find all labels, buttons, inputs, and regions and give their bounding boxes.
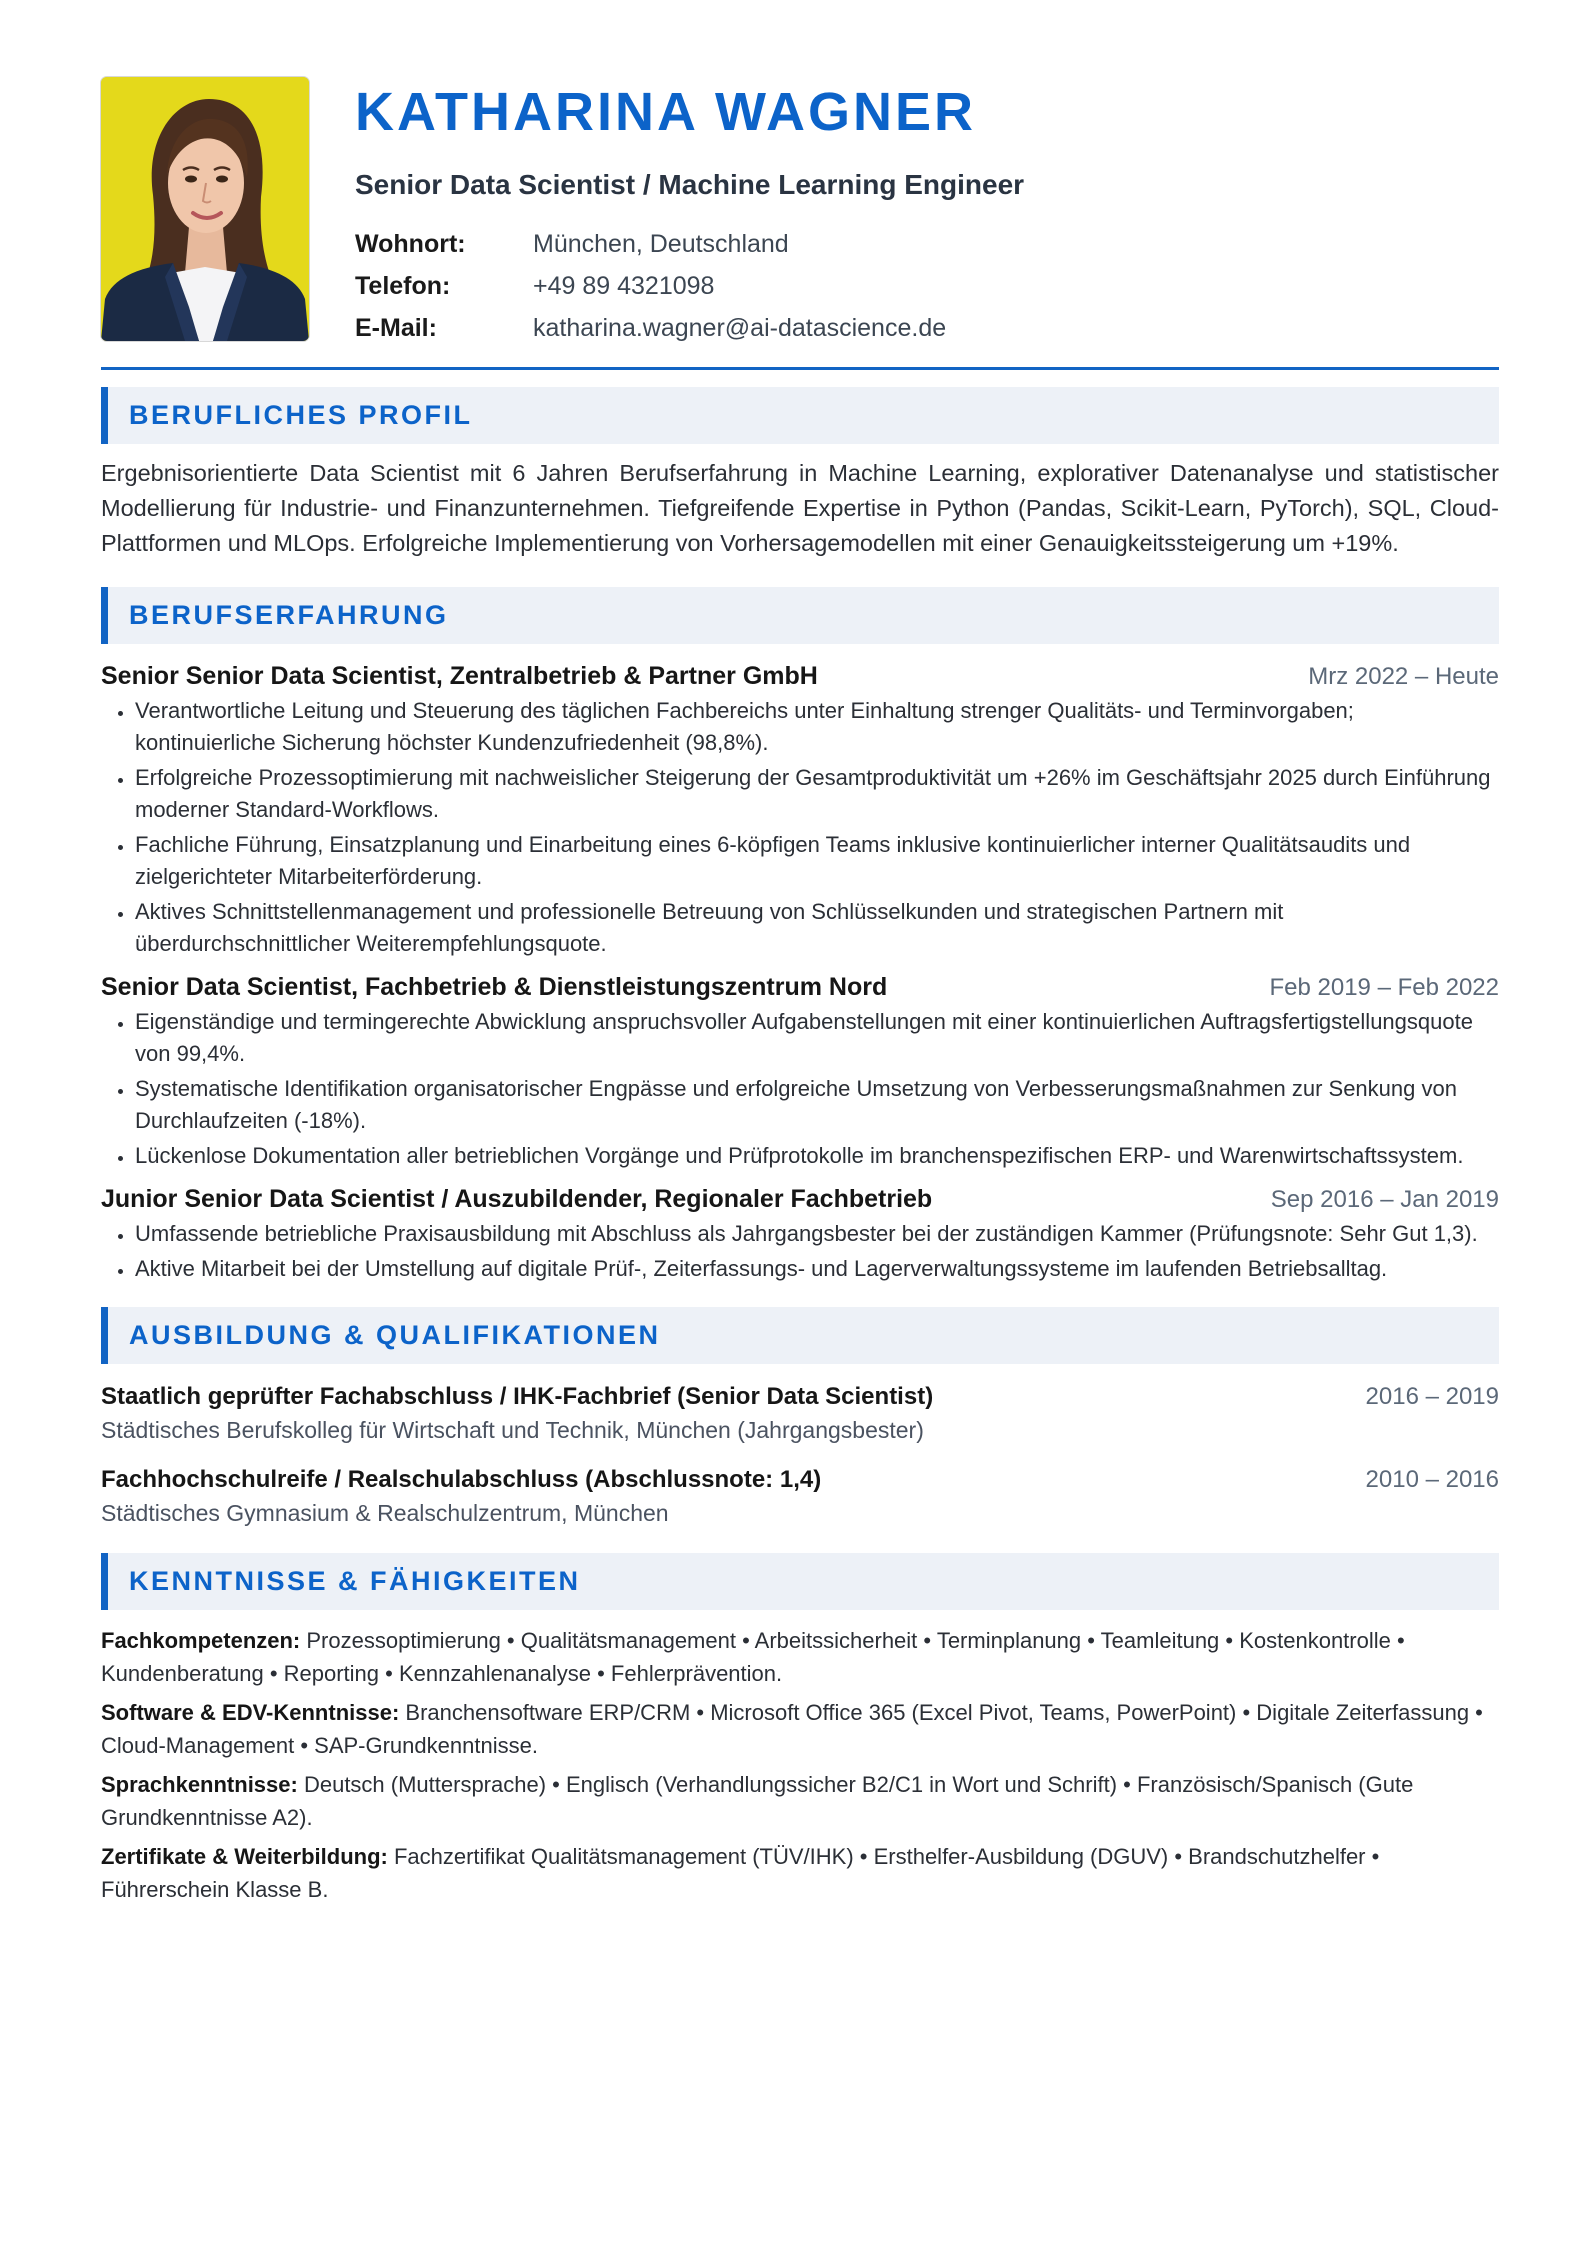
section-header-experience — [101, 587, 1499, 644]
skill-text: Branchensoftware ERP/CRM • Microsoft Office 365 (Excel Pivot, Teams, PowerPoint) • Digitale Zeiterfassung • Cloud-Management • SAP-Grundkenntnisse. — [101, 1700, 1483, 1758]
skill-label: Zertifikate & Weiterbildung: — [101, 1844, 388, 1869]
job-bullet: • Lückenlose Dokumentation aller betrieblichen Vorgänge und Prüfprotokolle im branchenspezifischen ERP- und Warenwirtschaftssystem. — [135, 1140, 1499, 1172]
job-bullet: • Erfolgreiche Prozessoptimierung mit nachweislicher Steigerung der Gesamtproduktivität um +26% im Geschäftsjahr 2025 durch Einführung moderner Standard-Workflows. — [135, 762, 1499, 826]
education-date: 2010 – 2016 — [1365, 1466, 1499, 1493]
contact-label: E-Mail: — [355, 313, 437, 342]
section-title: KENNTNISSE & FÄHIGKEITEN — [129, 1566, 581, 1596]
skill-text: Prozessoptimierung • Qualitätsmanagement • Arbeitssicherheit • Terminplanung • Teamleitung • Kostenkontrolle • Kundenberatung • Reporting • Kennzahlenanalyse • Fehlerprävention. — [101, 1628, 1405, 1686]
candidate-role: Senior Data Scientist / Machine Learning Engineer — [355, 169, 1025, 200]
education-title: Fachhochschulreife / Realschulabschluss (Abschlussnote: 1,4) — [101, 1466, 822, 1493]
contact-details — [355, 223, 1499, 349]
job-entry — [101, 1185, 1499, 1285]
contact-row-email — [355, 307, 1499, 349]
education-entry — [101, 1466, 1499, 1527]
section-header-profile — [101, 387, 1499, 444]
job-bullet: • Umfassende betriebliche Praxisausbildung mit Abschluss als Jahrgangsbester bei der zuständigen Kammer (Prüfungsnote: Sehr Gut 1,3). — [135, 1218, 1499, 1250]
job-entry — [101, 973, 1499, 1172]
section-title: BERUFSERFAHRUNG — [129, 600, 449, 630]
resume-content — [101, 77, 1499, 1906]
resume-header — [101, 77, 1499, 344]
education-entry — [101, 1383, 1499, 1444]
portrait-illustration — [101, 77, 309, 341]
education-header — [101, 1466, 1499, 1494]
education-section — [101, 1307, 1499, 1527]
job-bullets — [101, 1218, 1499, 1285]
header-text — [355, 77, 1499, 349]
job-title: Senior Data Scientist, Fachbetrieb & Dienstleistungszentrum Nord — [101, 973, 888, 1001]
skill-line — [101, 1624, 1499, 1690]
job-header — [101, 1185, 1499, 1214]
job-header — [101, 662, 1499, 691]
skill-label: Sprachkenntnisse: — [101, 1772, 298, 1797]
contact-row-phone — [355, 265, 1499, 307]
profile-photo — [101, 77, 309, 341]
job-bullet: • Verantwortliche Leitung und Steuerung des täglichen Fachbereichs unter Einhaltung strenger Qualitäts- und Terminvorgaben; kontinuierliche Sicherung höchster Kundenzufriedenheit (98,8%). — [135, 695, 1499, 759]
header-divider — [101, 367, 1499, 370]
candidate-name: KATHARINA WAGNER — [355, 82, 976, 142]
education-institution: Städtisches Berufskolleg für Wirtschaft und Technik, München (Jahrgangsbester) — [101, 1417, 924, 1443]
email-value: katharina.wagner@ai-datascience.de — [533, 313, 947, 342]
location-value: München, Deutschland — [533, 229, 789, 258]
job-bullet: • Aktives Schnittstellenmanagement und professionelle Betreuung von Schlüsselkunden und strategischen Partnern mit überdurchschnittlicher Weiterempfehlungsquote. — [135, 896, 1499, 960]
skill-line — [101, 1768, 1499, 1834]
contact-label: Wohnort: — [355, 229, 466, 258]
job-title: Senior Senior Data Scientist, Zentralbetrieb & Partner GmbH — [101, 662, 818, 690]
section-title: BERUFLICHES PROFIL — [129, 400, 473, 430]
job-date: Feb 2019 – Feb 2022 — [1269, 974, 1499, 1001]
job-header — [101, 973, 1499, 1002]
experience-section — [101, 587, 1499, 1285]
job-entry — [101, 662, 1499, 960]
job-date: Mrz 2022 – Heute — [1308, 663, 1499, 690]
education-institution: Städtisches Gymnasium & Realschulzentrum, München — [101, 1500, 669, 1526]
skill-line — [101, 1840, 1499, 1906]
section-title: AUSBILDUNG & QUALIFIKATIONEN — [129, 1320, 661, 1350]
section-header-education — [101, 1307, 1499, 1364]
skills-section — [101, 1553, 1499, 1906]
job-title: Junior Senior Data Scientist / Auszubildender, Regionaler Fachbetrieb — [101, 1185, 933, 1213]
section-header-skills — [101, 1553, 1499, 1610]
job-bullet: • Aktive Mitarbeit bei der Umstellung auf digitale Prüf-, Zeiterfassungs- und Lagerverwaltungssysteme im laufenden Betriebsalltag. — [135, 1253, 1499, 1285]
phone-value: +49 89 4321098 — [533, 271, 715, 300]
skill-text: Fachzertifikat Qualitätsmanagement (TÜV/IHK) • Ersthelfer-Ausbildung (DGUV) • Brandschutzhelfer • Führerschein Klasse B. — [101, 1844, 1380, 1902]
job-bullet: • Eigenständige und termingerechte Abwicklung anspruchsvoller Aufgabenstellungen mit einer kontinuierlichen Auftragsfertigstellungsquote von 99,4%. — [135, 1006, 1499, 1070]
job-bullets — [101, 1006, 1499, 1172]
job-date: Sep 2016 – Jan 2019 — [1270, 1186, 1499, 1213]
skill-label: Fachkompetenzen: — [101, 1628, 301, 1653]
contact-row-location — [355, 223, 1499, 265]
education-title: Staatlich geprüfter Fachabschluss / IHK-Fachbrief (Senior Data Scientist) — [101, 1383, 934, 1410]
education-header — [101, 1383, 1499, 1411]
skill-line — [101, 1696, 1499, 1762]
profile-section — [101, 387, 1499, 561]
job-bullets — [101, 695, 1499, 960]
profile-text: Ergebnisorientierte Data Scientist mit 6 Jahren Berufserfahrung in Machine Learning, explorativer Datenanalyse und statistischer Modellierung für Industrie- und Finanzunternehmen. Tiefgreifende Expertise in Python (Pandas, Scikit-Learn, PyTorch), SQL, Cloud-Plattformen und MLOps. Erfolgreiche Implementierung von Vorhersagemodellen mit einer Genauigkeitssteigerung um +19%. — [101, 460, 1499, 556]
skill-label: Software & EDV-Kenntnisse: — [101, 1700, 400, 1725]
contact-label: Telefon: — [355, 271, 451, 300]
skill-text: Deutsch (Muttersprache) • Englisch (Verhandlungssicher B2/C1 in Wort und Schrift) • Französisch/Spanisch (Gute Grundkenntnisse A2). — [101, 1772, 1414, 1830]
job-bullet: • Fachliche Führung, Einsatzplanung und Einarbeitung eines 6-köpfigen Teams inklusive kontinuierlicher interner Qualitätsaudits und zielgerichteter Mitarbeiterförderung. — [135, 829, 1499, 893]
job-bullet: • Systematische Identifikation organisatorischer Engpässe und erfolgreiche Umsetzung von Verbesserungsmaßnahmen zur Senkung von Durchlaufzeiten (-18%). — [135, 1073, 1499, 1137]
education-date: 2016 – 2019 — [1365, 1383, 1499, 1410]
